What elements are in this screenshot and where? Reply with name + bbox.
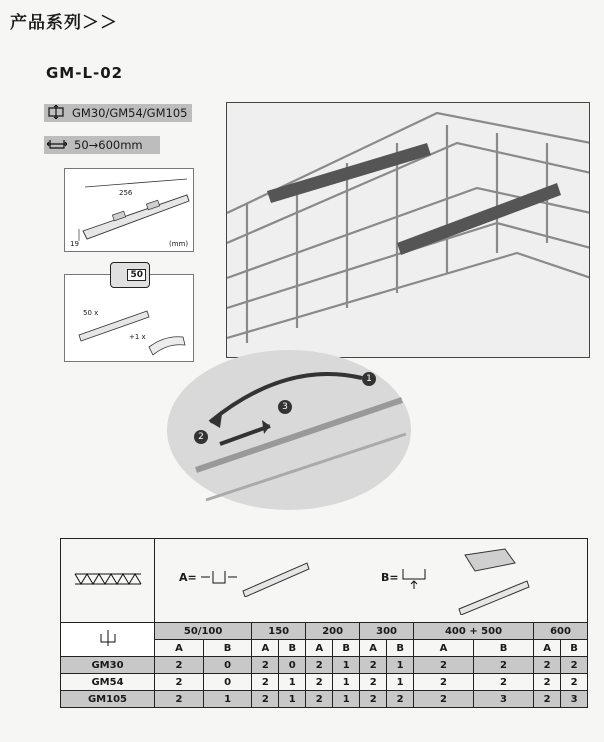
width-header-5: 400 + 500 — [414, 623, 534, 640]
sub-header-b: B — [561, 640, 588, 657]
legend-cell — [155, 539, 588, 623]
connector-b-drawing — [455, 545, 535, 615]
table-cell: 2 — [534, 657, 561, 674]
table-cell: 2 — [155, 657, 204, 674]
package-box-icon — [110, 262, 150, 288]
table-cell: 2 — [252, 674, 279, 691]
table-cell: 1 — [203, 691, 251, 708]
step-badge-1: 1 — [362, 372, 376, 386]
table-cell: 2 — [414, 674, 474, 691]
table-cell: 2 — [155, 674, 204, 691]
table-cell: 2 — [414, 657, 474, 674]
sub-header-a: A — [306, 640, 333, 657]
table-cell: 1 — [387, 674, 414, 691]
sub-header-b: B — [333, 640, 360, 657]
tray-icon-cell — [61, 623, 155, 657]
table-cell: 2 — [306, 674, 333, 691]
connector-dimension-illustration — [65, 169, 193, 251]
step-badge-2: 2 — [194, 430, 208, 444]
page-title: 产品系列＞＞ — [10, 13, 118, 33]
mesh-icon-cell — [61, 539, 155, 623]
table-row — [61, 674, 588, 691]
package-qty: 50 — [127, 269, 146, 281]
clip-position-b-icon — [399, 567, 429, 591]
quantity-table — [60, 538, 588, 708]
dimension-drawing — [64, 168, 194, 252]
height-label: 19 — [70, 240, 79, 248]
table-cell: 2 — [414, 691, 474, 708]
length-label: 256 — [119, 189, 133, 197]
sub-header-a: A — [155, 640, 204, 657]
tool-qty: +1 x — [129, 333, 146, 341]
sub-header-a: A — [360, 640, 387, 657]
table-cell: 2 — [252, 691, 279, 708]
sub-header-a: A — [414, 640, 474, 657]
spec-width — [44, 136, 160, 154]
table-cell: 0 — [203, 674, 251, 691]
table-cell: 0 — [203, 657, 251, 674]
table-cell: 2 — [360, 691, 387, 708]
sub-header-a: A — [252, 640, 279, 657]
table-cell: 2 — [252, 657, 279, 674]
table-cell: 2 — [561, 674, 588, 691]
sub-header-b: B — [474, 640, 534, 657]
unit-label: (mm) — [169, 240, 189, 248]
height-arrows-icon — [46, 105, 66, 122]
sub-header-a: A — [534, 640, 561, 657]
table-cell: 2 — [561, 657, 588, 674]
legend-b-label: B= — [381, 571, 399, 584]
table-cell: 2 — [155, 691, 204, 708]
cable-tray-photo — [226, 102, 590, 358]
width-header-4: 300 — [360, 623, 414, 640]
table-cell: 2 — [474, 674, 534, 691]
table-cell: 2 — [306, 691, 333, 708]
product-model: GM-L-02 — [46, 64, 124, 82]
wire-mesh-icon — [73, 572, 143, 586]
spec-height — [44, 104, 192, 122]
table-cell: 3 — [561, 691, 588, 708]
table-cell: 2 — [474, 657, 534, 674]
table-row — [61, 691, 588, 708]
width-header-3: 200 — [306, 623, 360, 640]
wire-tray-illustration — [227, 103, 590, 358]
table-cell: 1 — [333, 674, 360, 691]
table-cell: 2 — [534, 691, 561, 708]
width-header-6: 600 — [534, 623, 588, 640]
width-arrows-icon — [46, 137, 68, 154]
tray-height-icon — [98, 630, 118, 646]
sub-header-b: B — [203, 640, 251, 657]
table-cell: 2 — [360, 674, 387, 691]
spec-width-text: 50→600mm — [74, 138, 143, 152]
table-cell: 1 — [279, 674, 306, 691]
table-cell: 0 — [279, 657, 306, 674]
step-badge-3: 3 — [278, 400, 292, 414]
table-cell: 1 — [387, 657, 414, 674]
table-cell: 1 — [279, 691, 306, 708]
table-cell: 2 — [387, 691, 414, 708]
table-cell: 2 — [360, 657, 387, 674]
table-cell: 3 — [474, 691, 534, 708]
table-cell: 2 — [306, 657, 333, 674]
sub-header-b: B — [387, 640, 414, 657]
connector-a-drawing — [241, 557, 311, 597]
row-name: GM105 — [61, 691, 155, 708]
row-name: GM30 — [61, 657, 155, 674]
table-cell: 1 — [333, 691, 360, 708]
spec-height-text: GM30/GM54/GM105 — [72, 106, 188, 120]
width-header-1: 50/100 — [155, 623, 252, 640]
table-cell: 2 — [534, 674, 561, 691]
width-header-2: 150 — [252, 623, 306, 640]
legend-a-label: A= — [179, 571, 197, 584]
clip-position-a-icon — [199, 569, 239, 587]
piece-qty: 50 x — [83, 309, 99, 317]
table-row — [61, 657, 588, 674]
table-cell: 1 — [333, 657, 360, 674]
row-name: GM54 — [61, 674, 155, 691]
installation-steps-illustration — [166, 350, 412, 510]
sub-header-b: B — [279, 640, 306, 657]
